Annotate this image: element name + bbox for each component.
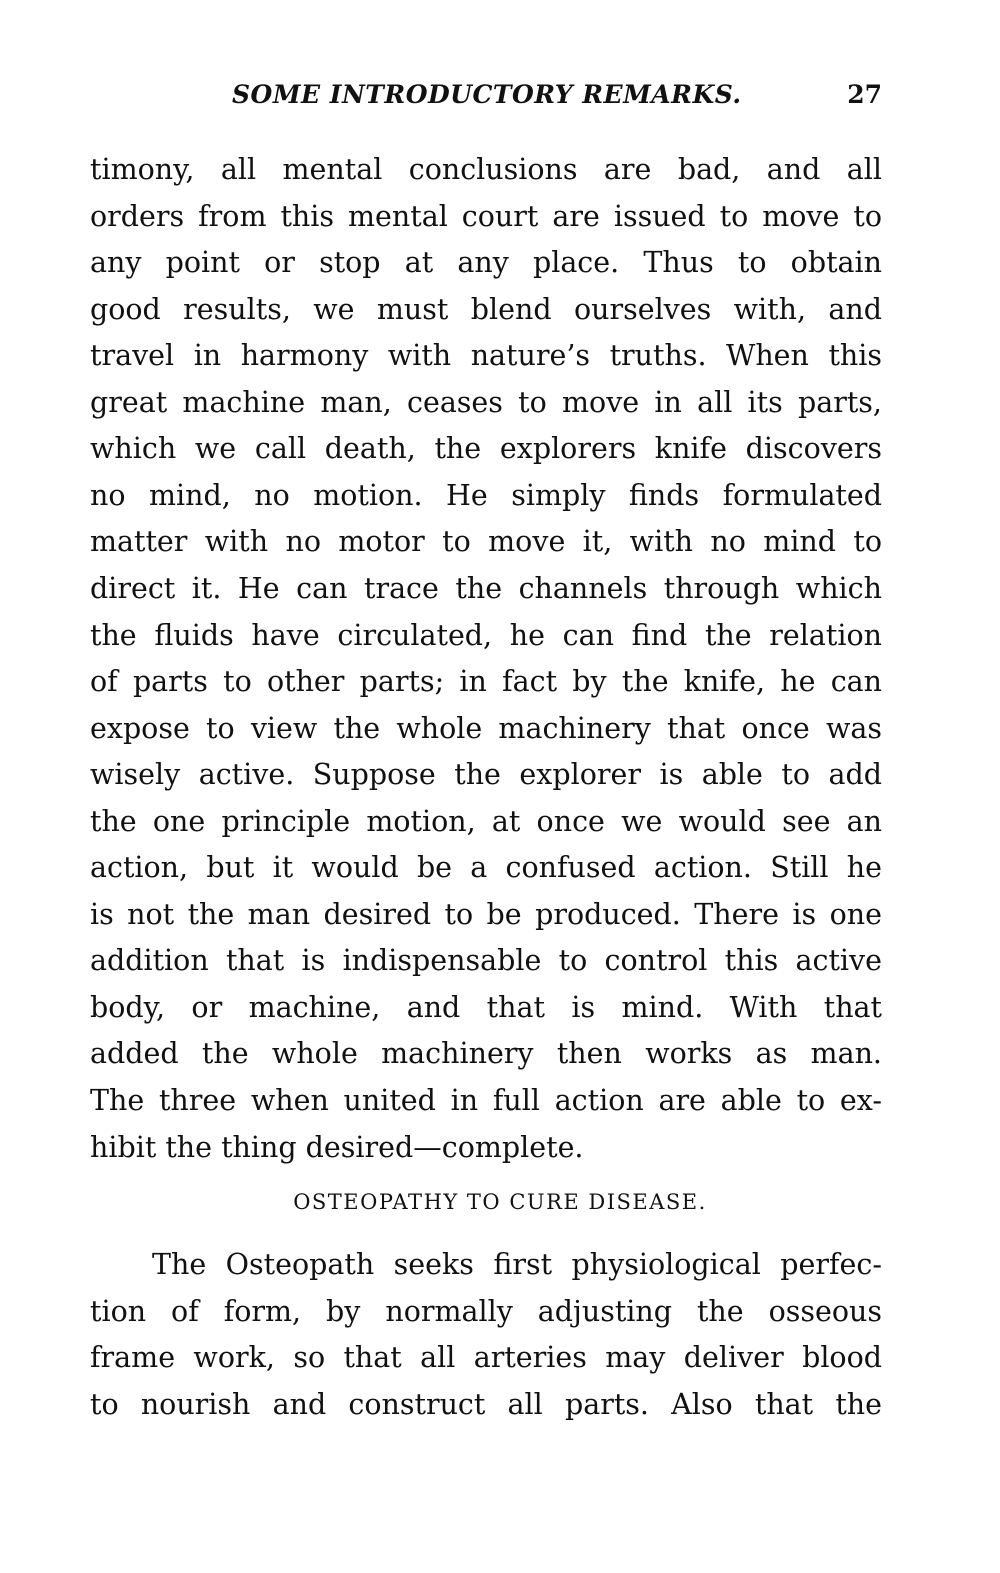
text-line: any point or stop at any place. Thus to obtain [90, 246, 882, 280]
text-line: is not the man desired to be produced. There is one [90, 897, 882, 931]
text-line: great machine man, ceases to move in all its parts, [90, 385, 882, 419]
text-line: action, but it would be a confused action. Still he [90, 851, 882, 885]
page-header [232, 80, 882, 120]
text-line: frame work, so that all arteries may deliver blood [90, 1341, 882, 1375]
text-line: to nourish and construct all parts. Also that the [90, 1387, 882, 1421]
text-line: timony, all mental conclusions are bad, and all [90, 153, 882, 186]
text-line: addition that is indispensable to control this active [90, 944, 882, 978]
text-line: travel in harmony with nature’s truths. When this [90, 339, 882, 373]
text-line: the one principle motion, at once we would see an [90, 804, 882, 838]
text-line: body, or machine, and that is mind. With that [90, 990, 882, 1024]
text-line: added the whole machinery then works as man. [90, 1037, 882, 1071]
text-line: orders from this mental court are issued to move to [90, 199, 882, 233]
text-line: The Osteopath seeks first physiological perfec- [152, 1248, 882, 1281]
text-line: good results, we must blend ourselves with, and [90, 292, 882, 326]
section-heading: OSTEOPATHY TO CURE DISEASE. [293, 1190, 707, 1214]
text-line: The three when united in full action are able to ex- [90, 1084, 882, 1117]
text-line: hibit the thing desired—complete. [90, 1130, 584, 1164]
text-line: expose to view the whole machinery that once was [90, 711, 882, 745]
text-line: no mind, no motion. He simply finds formulated [90, 478, 882, 512]
text-line: direct it. He can trace the channels through which [90, 571, 882, 605]
page-number: 27 [847, 80, 882, 109]
text-line: wisely active. Suppose the explorer is able to add [90, 758, 882, 792]
text-line: which we call death, the explorers knife discovers [90, 432, 882, 466]
text-line: the fluids have circulated, he can find the relation [90, 618, 882, 652]
text-line: matter with no motor to move it, with no mind to [90, 525, 882, 559]
text-line: tion of form, by normally adjusting the osseous [90, 1294, 882, 1328]
running-head: SOME INTRODUCTORY REMARKS. [232, 80, 742, 109]
text-line: of parts to other parts; in fact by the knife, he can [90, 665, 882, 699]
